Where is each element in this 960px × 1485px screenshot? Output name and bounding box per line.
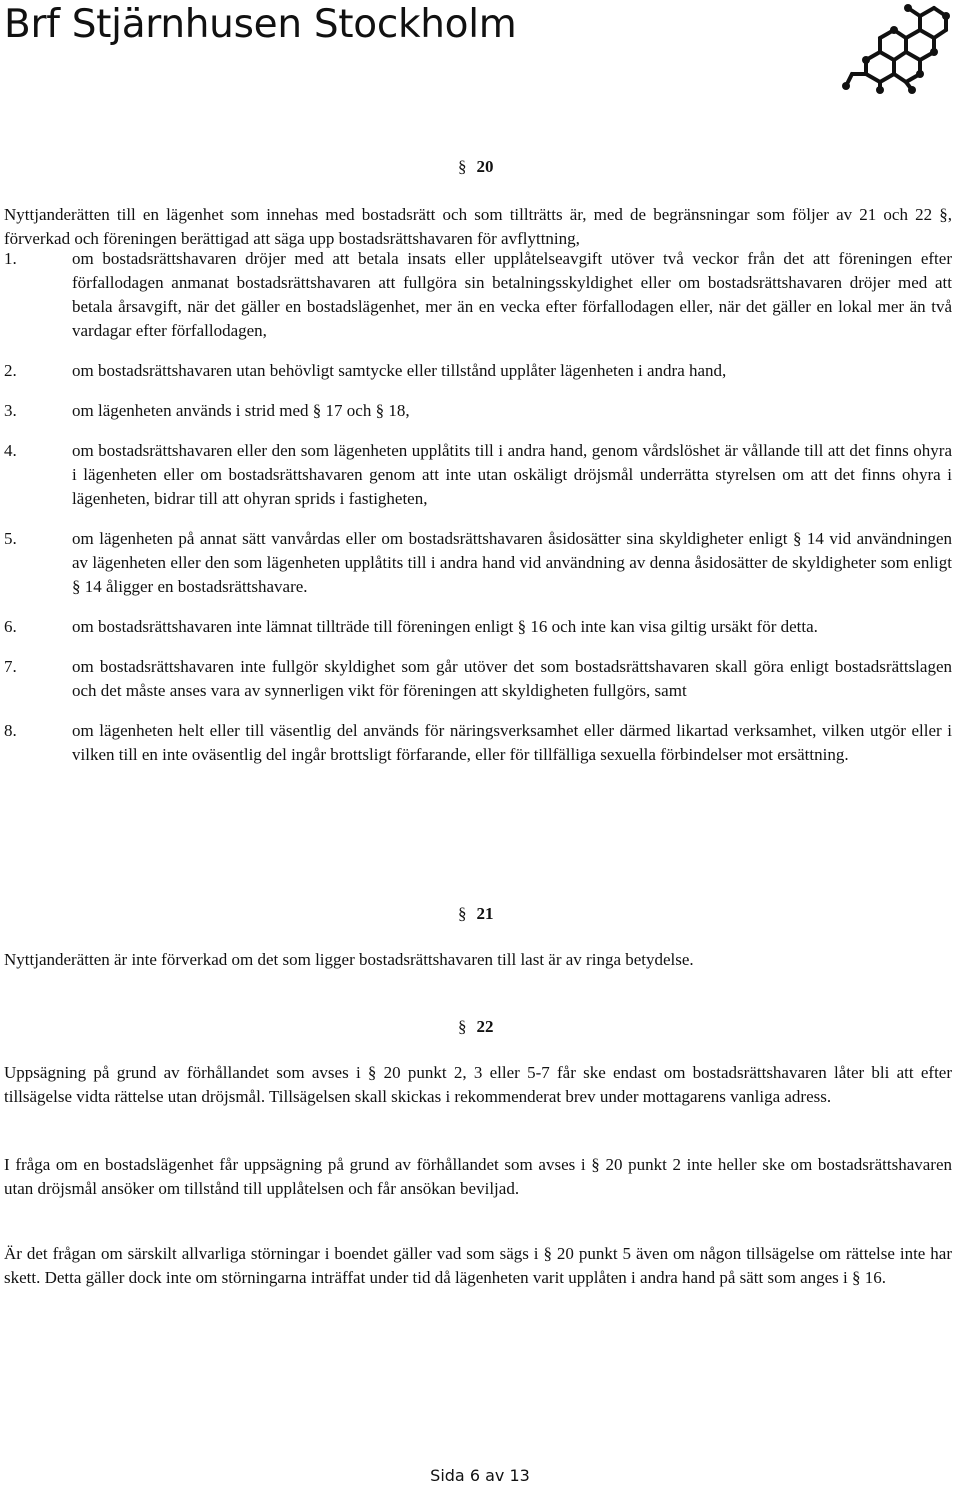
page-number: Sida 6 av 13 bbox=[430, 1466, 530, 1485]
section-number: 21 bbox=[476, 904, 494, 923]
section-sign: § bbox=[458, 157, 467, 176]
list-item bbox=[4, 399, 952, 423]
list-item-number: 2. bbox=[4, 361, 17, 380]
list-item-text: om lägenheten används i strid med § 17 och § 18, bbox=[72, 401, 410, 420]
section-number: 20 bbox=[476, 157, 494, 176]
star-network-logo-icon bbox=[838, 2, 956, 94]
list-item bbox=[4, 439, 952, 511]
list-item-text: om bostadsrättshavaren utan behövligt samtycke eller tillstånd upplåter lägenheten i andra hand, bbox=[72, 361, 727, 380]
list-item bbox=[4, 615, 952, 639]
section-22-paragraph-1: Uppsägning på grund av förhållandet som avses i § 20 punkt 2, 3 eller 5-7 får ske endast om bostadsrättshavaren låter bli att efter tillsägelse vidta rättelse utan dröjsmål. Tillsägelsen skall skickas i rekommenderat brev under mottagarens vanliga adress. bbox=[4, 1063, 952, 1106]
section-number: 22 bbox=[476, 1017, 494, 1036]
section-heading-21 bbox=[458, 904, 494, 924]
list-item-text: om bostadsrättshavaren dröjer med att betala insats eller upplåtelseavgift utöver två veckor från det att föreningen efter förfallodagen anmanat bostadsrättshavaren att fullgöra sin betalningsskyldighet eller om bostadsrättshavaren dröjer med att betala årsavgift, när det gäller en bostadslägenhet, mer än en vecka efter förfallodagen eller, när det gäller en lokal mer än två vardagar efter förfallodagen, bbox=[72, 249, 952, 340]
list-item bbox=[4, 247, 952, 343]
list-item-number: 4. bbox=[4, 441, 17, 460]
list-item-text: om lägenheten på annat sätt vanvårdas eller om bostadsrättshavaren åsidosätter sina skyldigheter enligt § 14 vid användningen av lägenheten eller den som lägenheten upplåtits till i andra hand vid användning av denna åsidosätter de skyldigheter som enligt § 14 åligger en bostadsrättshavare. bbox=[72, 529, 952, 596]
section-sign: § bbox=[458, 1017, 467, 1036]
list-item-number: 3. bbox=[4, 401, 17, 420]
list-item-number: 8. bbox=[4, 721, 17, 740]
list-item-number: 1. bbox=[4, 249, 17, 268]
list-item bbox=[4, 359, 952, 383]
list-item bbox=[4, 719, 952, 767]
list-item-text: om lägenheten helt eller till väsentlig del används för näringsverksamhet eller därmed likartad verksamhet, vilken utgör eller i vilken till en inte oväsentlig del ingår brottsligt förfarande, eller för tillfälliga sexuella förbindelser mot ersättning. bbox=[72, 721, 952, 764]
list-item-number: 6. bbox=[4, 617, 17, 636]
list-item bbox=[4, 655, 952, 703]
section-20-intro: Nyttjanderätten till en lägenhet som innehas med bostadsrätt och som tillträtts är, med de begränsningar som följer av 21 och 22 §, förverkad och föreningen berättigad att säga upp bostadsrättshavaren för avflyttning, bbox=[4, 205, 952, 248]
list-item bbox=[4, 527, 952, 599]
section-heading-20 bbox=[458, 157, 494, 177]
list-item-number: 7. bbox=[4, 657, 17, 676]
list-item-number: 5. bbox=[4, 529, 17, 548]
document-header-title: Brf Stjärnhusen Stockholm bbox=[4, 2, 517, 47]
section-heading-22 bbox=[458, 1017, 494, 1037]
section-20-list bbox=[4, 247, 952, 783]
list-item-text: om bostadsrättshavaren inte fullgör skyldighet som går utöver det som bostadsrättshavaren skall göra enligt bostadsrättslagen och det måste anses vara av synnerligen vikt för föreningen att skyldigheten fullgörs, samt bbox=[72, 657, 952, 700]
list-item-text: om bostadsrättshavaren inte lämnat tillträde till föreningen enligt § 16 och inte kan visa giltig ursäkt för detta. bbox=[72, 617, 818, 636]
list-item-text: om bostadsrättshavaren eller den som lägenheten upplåtits till i andra hand, genom vårdslöshet är vållande till att det finns ohyra i lägenheten eller om bostadsrättshavaren genom att inte utan oskäligt dröjsmål underrätta styrelsen om att det finns ohyra i lägenheten, bidrar till att ohyran sprids i fastigheten, bbox=[72, 441, 952, 508]
section-21-paragraph: Nyttjanderätten är inte förverkad om det som ligger bostadsrättshavaren till last är av ringa betydelse. bbox=[4, 950, 694, 969]
section-22-paragraph-3: Är det frågan om särskilt allvarliga störningar i boendet gäller vad som sägs i § 20 punkt 5 även om någon tillsägelse om rättelse inte har skett. Detta gäller dock inte om störningarna inträffat under tid då lägenheten varit upplåten i andra hand på sätt som anges i § 16. bbox=[4, 1244, 952, 1287]
section-22-paragraph-2: I fråga om en bostadslägenhet får uppsägning på grund av förhållandet som avses i § 20 punkt 2 inte heller ske om bostadsrättshavaren utan dröjsmål ansöker om tillstånd till upplåtelsen och får ansökan beviljad. bbox=[4, 1155, 952, 1198]
section-sign: § bbox=[458, 904, 467, 923]
